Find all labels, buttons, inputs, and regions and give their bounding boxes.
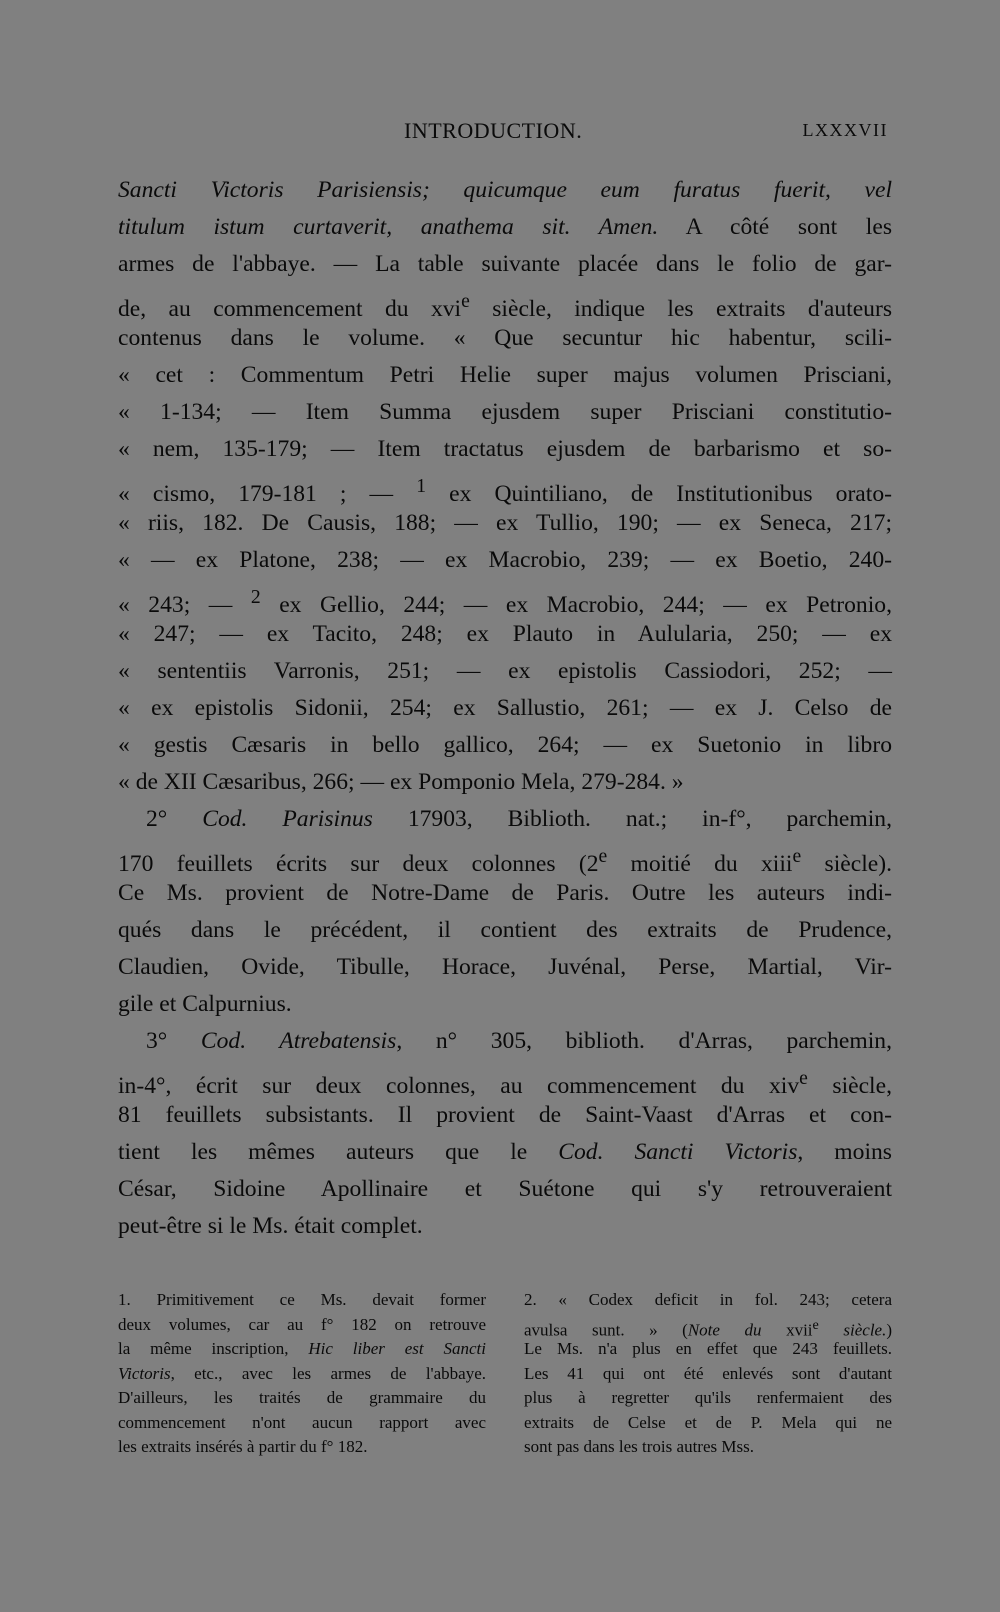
text-line: « 1-134; — Item Summa ejusdem super Prisciani constitutio-: [118, 399, 892, 425]
text-line: « sententiis Varronis, 251; — ex epistolis Cassiodori, 252; —: [118, 658, 892, 684]
footnote-1: [118, 1288, 486, 1460]
footnote-line: Les 41 qui ont été enlevés sont d'autant: [524, 1363, 892, 1383]
page-header: [118, 118, 892, 158]
text-line: « nem, 135-179; — Item tractatus ejusdem de barbarismo et so-: [118, 436, 892, 462]
text-line: « — ex Platone, 238; — ex Macrobio, 239; — ex Boetio, 240-: [118, 547, 892, 573]
text-line: 3° Cod. Atrebatensis, n° 305, biblioth. d'Arras, parchemin,: [146, 1028, 892, 1054]
text-line: « de XII Cæsaribus, 266; — ex Pomponio Mela, 279-284. »: [118, 769, 684, 795]
text-line: qués dans le précédent, il contient des extraits de Prudence,: [118, 917, 892, 943]
footnote-line: Le Ms. n'a plus en effet que 243 feuillets.: [524, 1339, 892, 1358]
footnote-line: deux volumes, car au f° 182 on retrouve: [118, 1314, 486, 1334]
text-line: 170 feuillets écrits sur deux colonnes (2e moitié du xiii$^e$ siècle).: [118, 845, 892, 877]
footnote-line: 2. « Codex deficit in fol. 243; cetera: [524, 1290, 892, 1309]
text-line: Ce Ms. provient de Notre-Dame de Paris. Outre les auteurs indi-: [118, 880, 892, 906]
footnote-line: commencement n'ont aucun rapport avec: [118, 1412, 486, 1432]
footnote-line: Victoris, etc., avec les armes de l'abbaye.: [118, 1363, 486, 1383]
footnote-line: sont pas dans les trois autres Mss.: [524, 1437, 754, 1456]
text-line: « gestis Cæsaris in bello gallico, 264; — ex Suetonio in libro: [118, 732, 892, 758]
text-line: peut-être si le Ms. était complet.: [118, 1213, 423, 1239]
text-line: contenus dans le volume. « Que secuntur hic habentur, scili-: [118, 325, 892, 351]
text-line: 81 feuillets subsistants. Il provient de Saint-Vaast d'Arras et con-: [118, 1102, 892, 1128]
text-line: « 247; — ex Tacito, 248; ex Plauto in Aulularia, 250; — ex: [118, 621, 892, 647]
text-line: Sancti Victoris Parisiensis; quicumque eum furatus fuerit, vel: [118, 177, 892, 203]
text-line: in-4°, écrit sur deux colonnes, au commencement du xiv$^e$ siècle,: [118, 1067, 892, 1099]
text-line: César, Sidoine Apollinaire et Suétone qui s'y retrouveraient: [118, 1176, 892, 1202]
text-line: « riis, 182. De Causis, 188; — ex Tullio, 190; — ex Seneca, 217;: [118, 510, 892, 536]
footnote-line: plus à regretter qu'ils renfermaient des: [524, 1388, 892, 1407]
folio-number: LXXXVII: [802, 120, 888, 140]
footnote-line: 1. Primitivement ce Ms. devait former: [118, 1290, 486, 1309]
running-title: INTRODUCTION.: [404, 118, 583, 143]
text-line: armes de l'abbaye. — La table suivante placée dans le folio de gar-: [118, 251, 892, 277]
footnote-2: [524, 1288, 892, 1460]
text-line: « 243; — $^2$ ex Gellio, 244; — ex Macrobio, 244; — ex Petronio,: [118, 586, 892, 618]
footnote-line: la même inscription, Hic liber est Sancti: [118, 1339, 486, 1358]
footnote-line: les extraits insérés à partir du f° 182.: [118, 1437, 368, 1456]
text-line: Claudien, Ovide, Tibulle, Horace, Juvénal, Perse, Martial, Vir-: [118, 954, 892, 980]
footnote-line: avulsa sunt. » (Note du xvii$^e$ siècle.): [524, 1316, 893, 1340]
text-line: « ex epistolis Sidonii, 254; ex Sallustio, 261; — ex J. Celso de: [118, 695, 892, 721]
footnotes: [118, 1288, 892, 1460]
footnote-line: D'ailleurs, les traités de grammaire du: [118, 1388, 486, 1407]
text-line: gile et Calpurnius.: [118, 991, 292, 1017]
text-line: « cismo, 179-181 ; — $^1$ ex Quintiliano, de Institutionibus orato-: [118, 475, 892, 507]
footnote-line: extraits de Celse et de P. Mela qui ne: [524, 1412, 892, 1432]
text-line: 2° Cod. Parisinus 17903, Biblioth. nat.; in-f°, parchemin,: [146, 806, 892, 832]
text-line: de, au commencement du xvi$^e$ siècle, indique les extraits d'auteurs: [118, 290, 893, 322]
text-line: « cet : Commentum Petri Helie super majus volumen Prisciani,: [118, 362, 892, 388]
text-line: tient les mêmes auteurs que le Cod. Sancti Victoris, moins: [118, 1139, 892, 1165]
body-text: [118, 172, 892, 1245]
text-line: titulum istum curtaverit, anathema sit. Amen. A côté sont les: [118, 214, 892, 240]
